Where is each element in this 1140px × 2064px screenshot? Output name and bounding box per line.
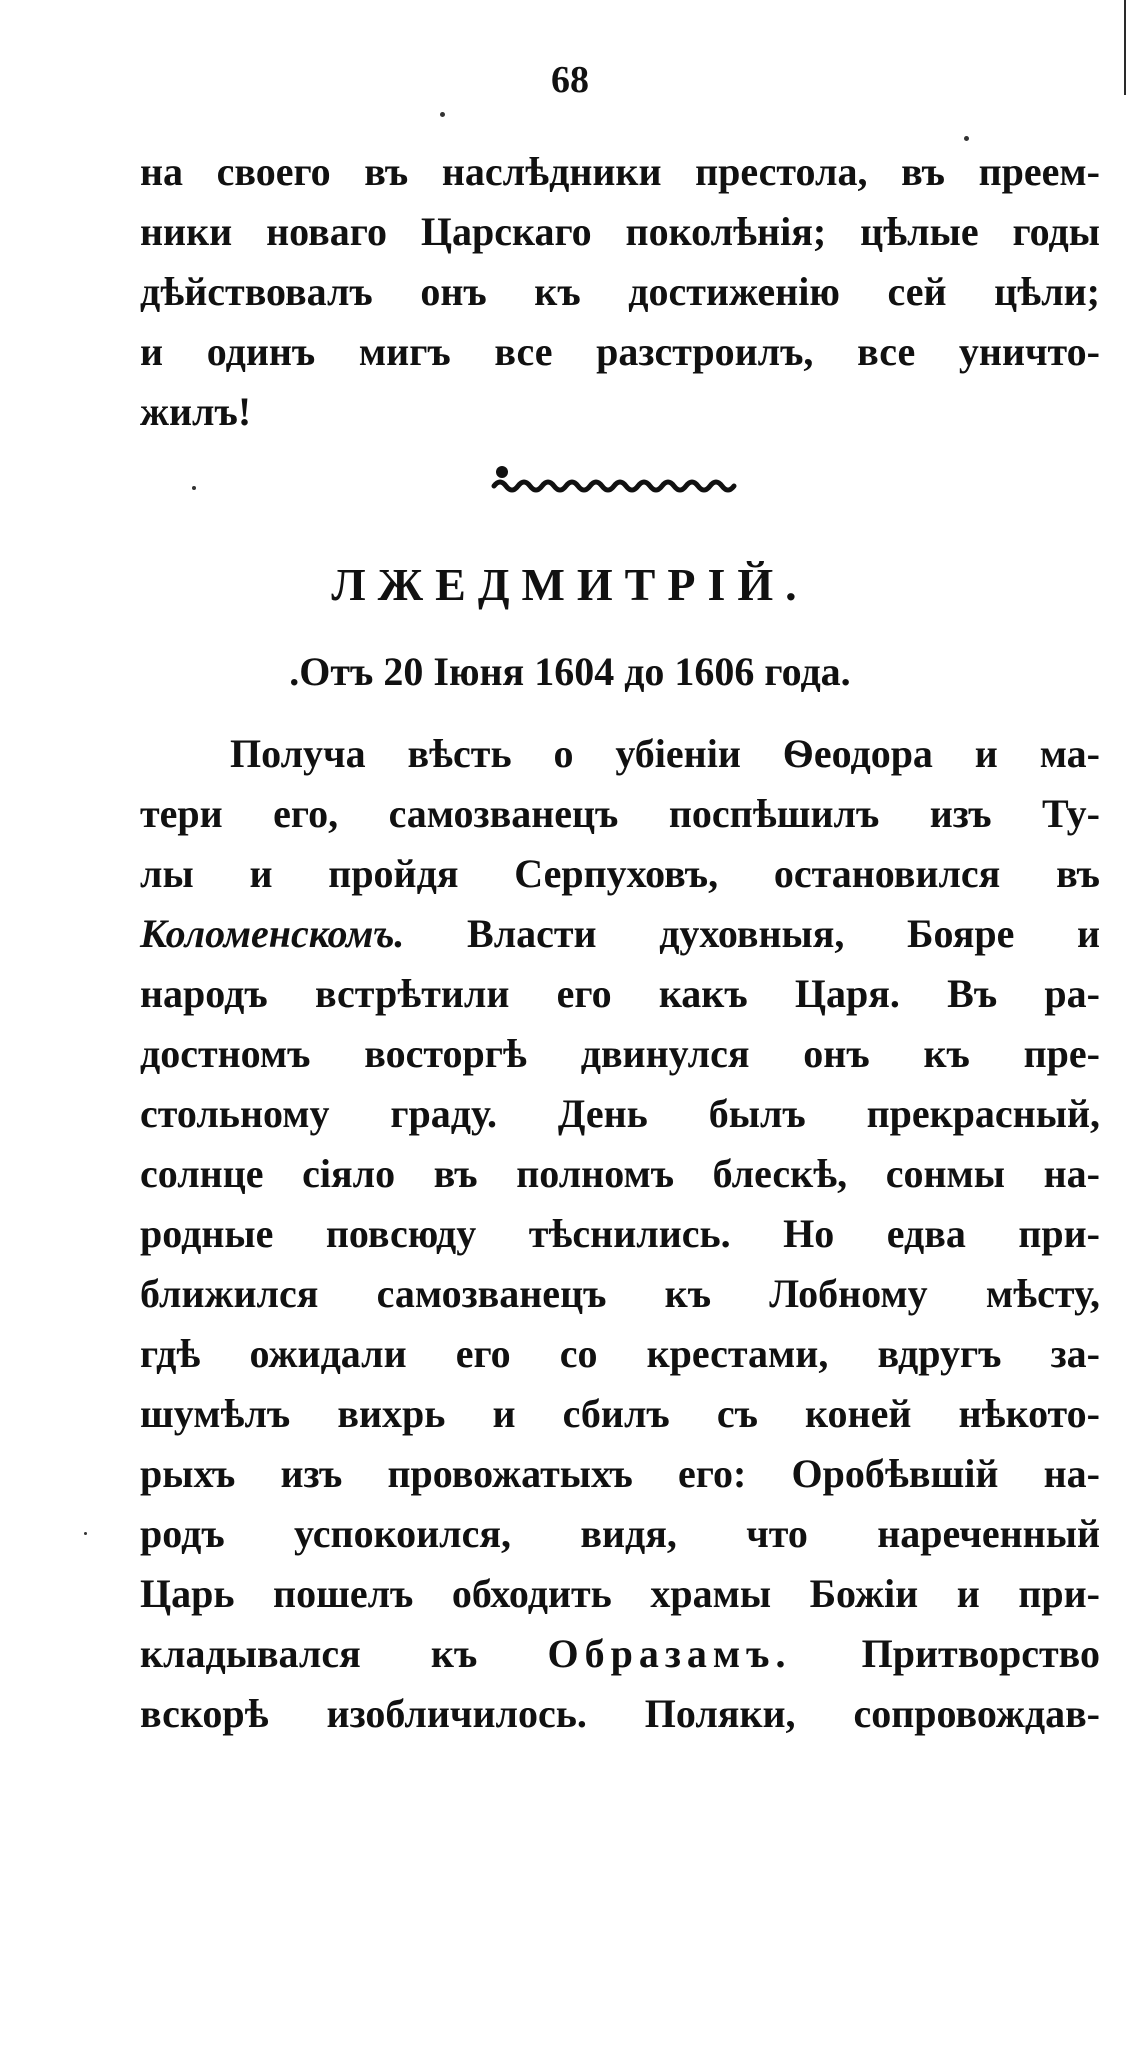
text-line: жилъ! xyxy=(140,389,252,434)
text-fragment: Притворство xyxy=(791,1631,1101,1676)
text-fragment: Власти духовныя, Бояре и xyxy=(404,911,1100,956)
ink-speck xyxy=(84,1532,87,1535)
page-number: 68 xyxy=(551,59,589,101)
spaced-word: Образамъ. xyxy=(547,1631,792,1676)
text-line: рыхъ изъ провожатыхъ его: Оробѣвшій на- xyxy=(140,1451,1100,1496)
top-paragraph xyxy=(140,142,1100,442)
ink-speck xyxy=(192,486,196,490)
text-line: шумѣлъ вихрь и сбилъ съ коней нѣкото- xyxy=(140,1391,1100,1436)
text-line: на своего въ наслѣдники престола, въ преем- xyxy=(140,149,1100,194)
ink-speck xyxy=(964,136,969,141)
text-line: тери его, самозванецъ поспѣшилъ изъ Ту- xyxy=(140,791,1100,836)
text-line: солнце сіяло въ полномъ блескѣ, сонмы на- xyxy=(140,1151,1100,1196)
chapter-title: ЛЖЕДМИТРІЙ. xyxy=(331,559,809,610)
text-line: родные повсюду тѣснились. Но едва при- xyxy=(140,1211,1100,1256)
text-line: гдѣ ожидали его со крестами, вдругъ за- xyxy=(140,1331,1100,1376)
text-line: ближился самозванецъ къ Лобному мѣсту, xyxy=(140,1271,1100,1316)
text-line xyxy=(140,1624,1100,1684)
text-line: ники новаго Царскаго поколѣнія; цѣлые годы xyxy=(140,209,1100,254)
text-line: Получа вѣсть о убіеніи Ѳеодора и ма- xyxy=(230,731,1100,776)
text-line: Царь пошелъ обходить храмы Божіи и при- xyxy=(140,1571,1100,1616)
text-line: вскорѣ изобличилось. Поляки, сопровождав- xyxy=(140,1691,1100,1736)
chapter-dates: .Отъ 20 Іюня 1604 до 1606 года. xyxy=(289,649,851,694)
text-line: лы и пройдя Серпуховъ, остановился въ xyxy=(140,851,1100,896)
text-line: стольному граду. День былъ прекрасный, xyxy=(140,1091,1100,1136)
text-line: достномъ восторгѣ двинулся онъ къ пре- xyxy=(140,1031,1100,1076)
text-line: народъ встрѣтили его какъ Царя. Въ ра- xyxy=(140,971,1100,1016)
body-paragraph xyxy=(140,724,1100,1744)
place-name-italic: Коломенскомъ. xyxy=(140,911,405,956)
text-line: дѣйствовалъ онъ къ достиженію сей цѣли; xyxy=(140,269,1100,314)
ornamental-divider xyxy=(490,460,740,500)
text-line xyxy=(140,904,1100,964)
text-fragment: кладывался къ xyxy=(140,1631,548,1676)
text-line: и одинъ мигъ все разстроилъ, все уничто- xyxy=(140,329,1100,374)
ink-speck xyxy=(440,112,445,117)
text-line: родъ успокоился, видя, что нареченный xyxy=(140,1511,1100,1556)
